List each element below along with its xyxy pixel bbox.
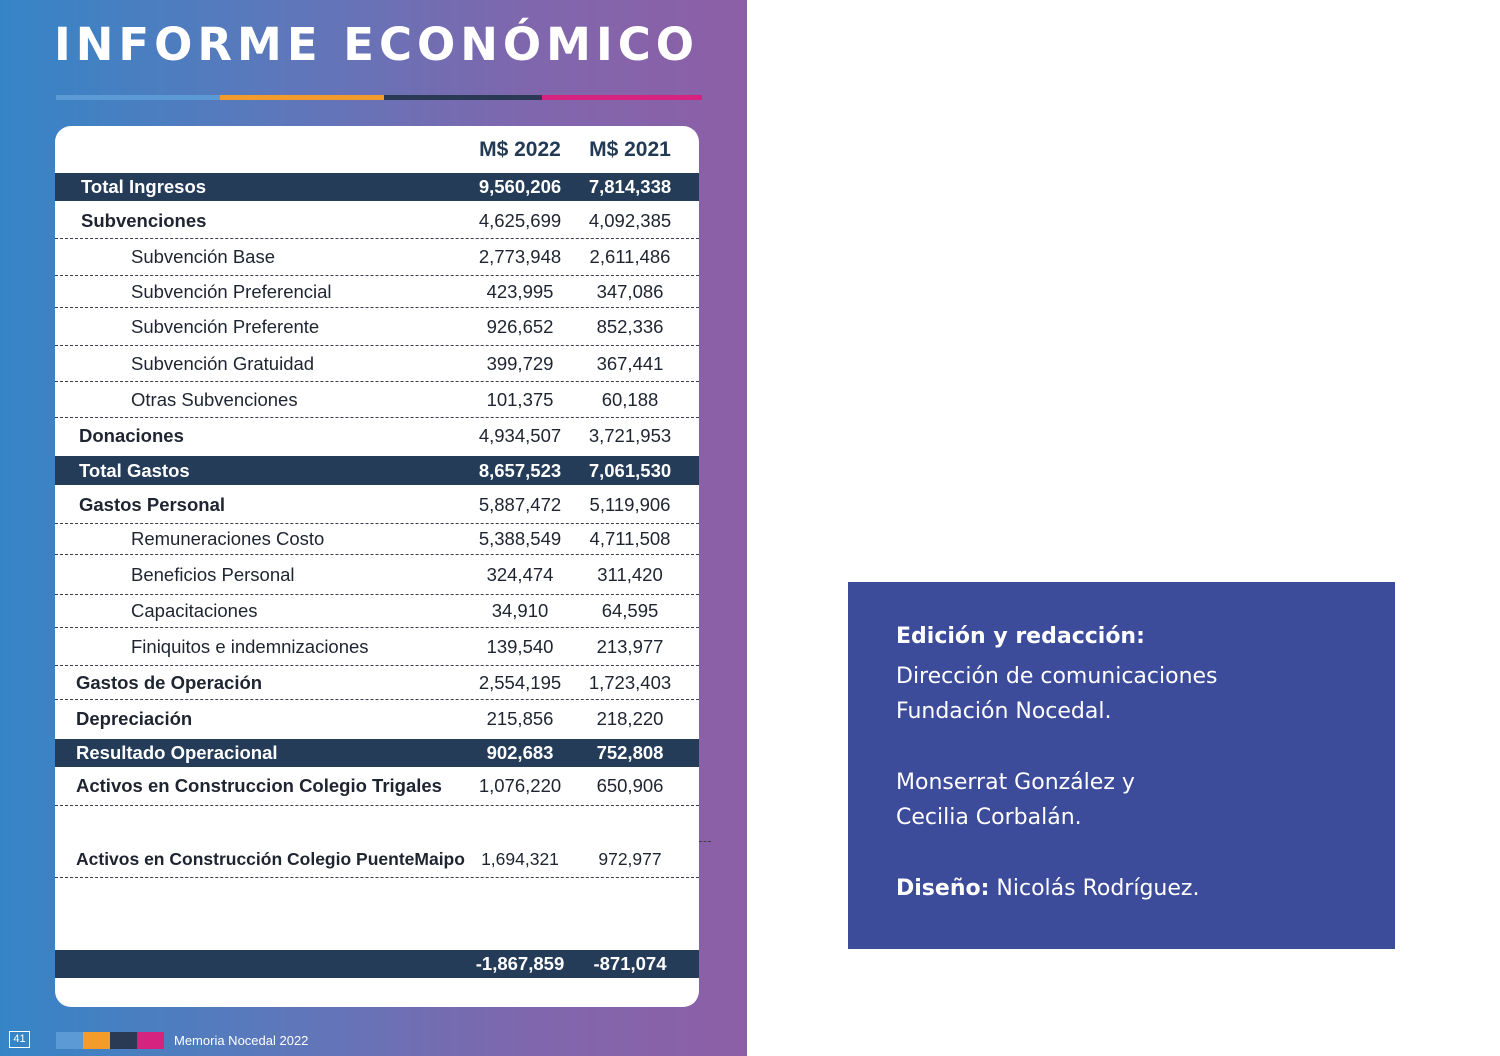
value-2022: 101,375 xyxy=(486,388,554,410)
value-2021: 4,092,385 xyxy=(588,209,672,231)
value-2022: 399,729 xyxy=(486,352,554,374)
value-2021: 7,814,338 xyxy=(588,176,672,197)
table-row xyxy=(55,595,699,628)
value-2022: 139,540 xyxy=(486,635,554,657)
design-credit xyxy=(896,876,1199,901)
design-label: Diseño: xyxy=(896,876,990,901)
value-2021: 3,721,953 xyxy=(588,425,672,446)
table-row xyxy=(55,382,699,418)
value-2022: 1,694,321 xyxy=(481,848,559,869)
row-label: Remuneraciones Costo xyxy=(131,528,325,549)
table-row-resultado-operacional xyxy=(55,739,699,767)
footer-segment-navy xyxy=(110,1032,137,1049)
value-2021: 213,977 xyxy=(596,635,664,657)
value-2022: 423,995 xyxy=(486,280,554,302)
row-label: Subvenciones xyxy=(81,209,207,231)
table-row xyxy=(55,418,699,454)
authors-line-2: Cecilia Corbalán. xyxy=(896,805,1082,830)
row-label: Beneficios Personal xyxy=(131,563,295,585)
value-2021: -871,074 xyxy=(593,953,667,974)
rule-segment-blue xyxy=(56,95,220,100)
edition-title: Edición y redacción: xyxy=(896,624,1145,649)
table-row xyxy=(55,239,699,276)
column-header-2021: M$ 2021 xyxy=(589,138,671,161)
footer-segment-magenta xyxy=(137,1032,164,1049)
value-2022: 34,910 xyxy=(491,600,549,621)
table-row xyxy=(55,276,699,308)
value-2021: 311,420 xyxy=(597,563,663,585)
table-row xyxy=(55,666,699,700)
publication-name: Memoria Nocedal 2022 xyxy=(174,1033,309,1048)
value-2021: 218,220 xyxy=(596,707,664,729)
value-2021: 347,086 xyxy=(596,280,664,302)
row-label: Finiquitos e indemnizaciones xyxy=(131,635,369,657)
value-2021: 60,188 xyxy=(601,388,659,410)
authors-line-1: Monserrat González y xyxy=(896,770,1135,795)
footer-segment-orange xyxy=(83,1032,110,1049)
value-2022: 4,934,507 xyxy=(478,425,562,446)
value-2022: 215,856 xyxy=(486,707,554,729)
row-label: Capacitaciones xyxy=(131,600,258,621)
design-name: Nicolás Rodríguez. xyxy=(996,876,1200,901)
financial-table xyxy=(55,126,699,1007)
value-2022: 2,773,948 xyxy=(478,246,562,267)
row-label: Subvención Base xyxy=(131,246,275,267)
value-2021: 367,441 xyxy=(596,352,664,374)
value-2021: 972,977 xyxy=(598,848,662,869)
table-row xyxy=(55,841,699,878)
rule-segment-navy xyxy=(384,95,542,100)
row-label: Activos en Construccion Colegio Trigales xyxy=(76,775,442,796)
row-label: Total Ingresos xyxy=(81,176,207,197)
row-label: Donaciones xyxy=(79,425,184,446)
table-row xyxy=(55,628,699,666)
row-label: Subvención Gratuidad xyxy=(131,352,315,374)
edition-line-1: Dirección de comunicaciones xyxy=(896,664,1218,689)
value-2021: 4,711,508 xyxy=(589,528,671,549)
rule-segment-magenta xyxy=(542,95,702,100)
value-2021: 852,336 xyxy=(596,315,664,337)
value-2022: 9,560,206 xyxy=(478,176,562,197)
table-row-total-gastos xyxy=(55,456,699,485)
table-row xyxy=(55,700,699,737)
value-2022: 926,652 xyxy=(486,315,554,337)
table-row-final-result xyxy=(55,950,699,978)
page-title: INFORME ECONÓMICO xyxy=(54,18,699,71)
rule-segment-orange xyxy=(220,95,384,100)
table-row xyxy=(55,555,699,595)
value-2022: -1,867,859 xyxy=(475,953,565,974)
value-2021: 650,906 xyxy=(596,775,664,796)
value-2022: 5,388,549 xyxy=(478,528,562,549)
value-2021: 7,061,530 xyxy=(588,459,672,481)
row-label: Activos en Construcción Colegio PuenteMaipo xyxy=(76,848,465,869)
table-row-total-ingresos xyxy=(55,173,699,201)
row-label: Subvención Preferente xyxy=(131,315,320,337)
row-label: Resultado Operacional xyxy=(76,742,278,763)
table-row xyxy=(55,346,699,382)
value-2021: 1,723,403 xyxy=(588,671,672,693)
value-2022: 4,625,699 xyxy=(478,209,562,231)
row-label: Gastos Personal xyxy=(79,494,226,515)
table-row xyxy=(55,203,699,239)
row-label: Subvención Preferencial xyxy=(131,280,332,302)
value-2022: 902,683 xyxy=(486,742,554,763)
value-2022: 2,554,195 xyxy=(478,671,562,693)
credits-box xyxy=(848,582,1395,949)
title-color-rule xyxy=(56,95,702,100)
value-2022: 1,076,220 xyxy=(478,775,562,796)
page-number: 41 xyxy=(9,1031,30,1048)
value-2021: 2,611,486 xyxy=(589,246,671,267)
column-header-2022: M$ 2022 xyxy=(479,138,561,161)
value-2022: 5,887,472 xyxy=(478,494,562,515)
value-2022: 324,474 xyxy=(486,563,554,585)
value-2022: 8,657,523 xyxy=(478,459,562,481)
table-row xyxy=(55,308,699,346)
left-panel xyxy=(0,0,747,1056)
table-row xyxy=(55,767,699,806)
value-2021: 5,119,906 xyxy=(589,494,671,515)
footer-segment-blue xyxy=(56,1032,83,1049)
row-label: Gastos de Operación xyxy=(76,671,263,693)
value-2021: 64,595 xyxy=(601,600,659,621)
row-label: Total Gastos xyxy=(79,459,190,481)
edition-line-2: Fundación Nocedal. xyxy=(896,699,1112,724)
footer-color-bar xyxy=(56,1032,164,1049)
divider xyxy=(699,841,711,842)
row-label: Otras Subvenciones xyxy=(131,388,298,410)
table-row xyxy=(55,487,699,524)
table-row xyxy=(55,524,699,555)
value-2021: 752,808 xyxy=(596,742,664,763)
row-label: Depreciación xyxy=(76,707,193,729)
